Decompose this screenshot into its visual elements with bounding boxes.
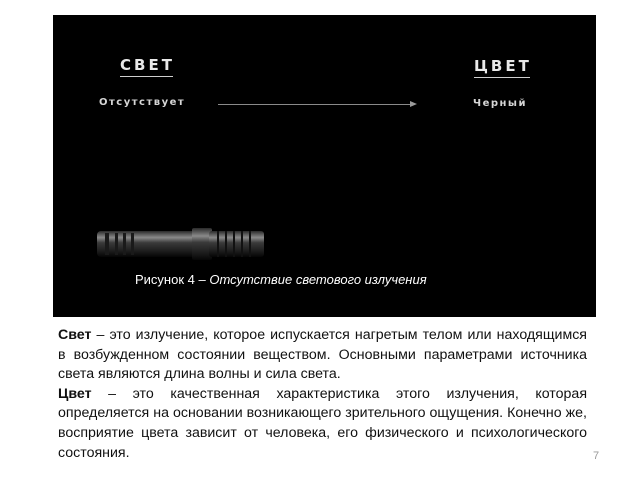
light-state: Отсутствует: [99, 97, 186, 108]
arrow-icon: [410, 101, 417, 107]
color-heading-underline: [474, 77, 530, 78]
light-definition-body: – это излучение, которое испускается нагретым телом или находящимся в возбужденном состоянии веществом. Основными параметрами источника света являются длина волны и сила света.: [58, 327, 587, 383]
color-state: Черный: [473, 98, 527, 109]
color-heading-text: ЦВЕТ: [474, 57, 532, 75]
page-number: 7: [593, 450, 600, 462]
light-definition: [58, 326, 587, 385]
color-heading: [474, 57, 532, 75]
caption-prefix: Рисунок 4 –: [135, 272, 210, 287]
arrow-line: [218, 104, 412, 105]
light-heading-text: СВЕТ: [120, 56, 175, 74]
color-term: Цвет: [58, 385, 92, 402]
color-definition-body: – это качественная характеристика этого излучения, которая определяется на основании возникающего зрительного ощущения. Конечно же, восприятие цвета зависит от человека, его физического и психологического состояния.: [58, 385, 587, 461]
flashlight-icon: [97, 225, 272, 277]
light-heading: [120, 56, 175, 74]
light-heading-underline: [120, 76, 173, 77]
light-term: Свет: [58, 327, 92, 343]
color-definition: [58, 385, 587, 463]
figure-image: [53, 15, 596, 317]
figure-caption: [135, 272, 515, 287]
caption-title: Отсутствие светового излучения: [209, 272, 427, 287]
definitions-text: [58, 326, 587, 463]
